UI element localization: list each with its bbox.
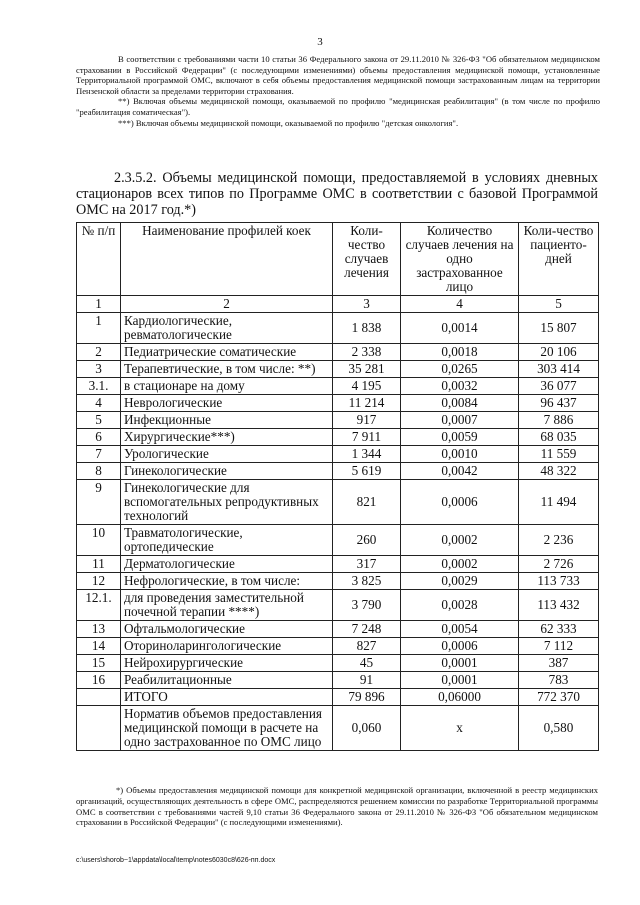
row-cases-per-person: 0,0029 [401, 573, 519, 590]
row-cases-per-person: 0,0042 [401, 463, 519, 480]
footnote-triple-star: ***) Включая объемы медицинской помощи, оказываемой по профилю "детская онкология". [118, 117, 459, 128]
row-patient-days: 783 [519, 672, 599, 689]
row-patient-days: 11 559 [519, 446, 599, 463]
row-cases: 1 838 [333, 313, 401, 344]
footnote-double-star: **) Включая объемы медицинской помощи, оказываемой по профилю "медицинская реабилитация" (в том числе по профилю "реабилитация соматическая"). [76, 96, 600, 117]
row-cases-per-person: 0,0018 [401, 344, 519, 361]
table-row [77, 412, 599, 429]
section-heading-block [76, 170, 598, 219]
table-row [77, 638, 599, 655]
row-patient-days: 7 112 [519, 638, 599, 655]
table-row [77, 655, 599, 672]
row-number: 9 [77, 480, 121, 525]
row-number: 11 [77, 556, 121, 573]
row-cases: 260 [333, 525, 401, 556]
row-number: 12.1. [77, 590, 121, 621]
row-patient-days: 62 333 [519, 621, 599, 638]
row-number: 2 [77, 344, 121, 361]
row-patient-days: 113 733 [519, 573, 599, 590]
header-patient-days: Коли-чество пациенто-дней [519, 223, 599, 296]
column-number: 1 [77, 296, 121, 313]
row-profile-name: Инфекционные [121, 412, 333, 429]
row-profile-name: Нейрохирургические [121, 655, 333, 672]
row-profile-name: Неврологические [121, 395, 333, 412]
row-cases: 4 195 [333, 378, 401, 395]
row-cases-per-person: 0,0007 [401, 412, 519, 429]
row-patient-days: 15 807 [519, 313, 599, 344]
row-patient-days: 68 035 [519, 429, 599, 446]
row-cases-per-person: 0,0006 [401, 638, 519, 655]
row-number: 13 [77, 621, 121, 638]
table-row [77, 361, 599, 378]
row-cases: 317 [333, 556, 401, 573]
row-cases-per-person: 0,0002 [401, 556, 519, 573]
row-cases: 11 214 [333, 395, 401, 412]
row-cases: 821 [333, 480, 401, 525]
table-row [77, 480, 599, 525]
row-cases: 7 248 [333, 621, 401, 638]
row-number: 3 [77, 361, 121, 378]
header-profile-name: Наименование профилей коек [121, 223, 333, 296]
row-profile-name: Хирургические***) [121, 429, 333, 446]
row-cases: 7 911 [333, 429, 401, 446]
row-cases: 91 [333, 672, 401, 689]
row-profile-name: Педиатрические соматические [121, 344, 333, 361]
row-cases-per-person: х [401, 706, 519, 751]
column-number-row [77, 296, 599, 313]
row-cases-per-person: 0,0265 [401, 361, 519, 378]
row-cases-per-person: 0,0032 [401, 378, 519, 395]
table-row [77, 689, 599, 706]
row-number: 4 [77, 395, 121, 412]
header-cases: Коли-чество случаев лечения [333, 223, 401, 296]
file-path: c:\users\shorob~1\appdata\local\temp\notes6030c8\626-пп.docx [76, 857, 276, 864]
row-patient-days: 48 322 [519, 463, 599, 480]
row-number: 7 [77, 446, 121, 463]
row-cases: 917 [333, 412, 401, 429]
row-patient-days: 7 886 [519, 412, 599, 429]
table-row [77, 429, 599, 446]
row-number [77, 706, 121, 751]
row-number: 3.1. [77, 378, 121, 395]
row-patient-days: 772 370 [519, 689, 599, 706]
row-cases: 45 [333, 655, 401, 672]
table-row [77, 706, 599, 751]
row-patient-days: 387 [519, 655, 599, 672]
row-profile-name: Кардиологические, ревматологические [121, 313, 333, 344]
row-number: 5 [77, 412, 121, 429]
column-number: 3 [333, 296, 401, 313]
row-cases: 827 [333, 638, 401, 655]
row-patient-days: 2 726 [519, 556, 599, 573]
page-number: 3 [317, 36, 323, 48]
row-profile-name: ИТОГО [121, 689, 333, 706]
row-patient-days: 11 494 [519, 480, 599, 525]
table-row [77, 556, 599, 573]
column-number: 4 [401, 296, 519, 313]
row-cases: 0,060 [333, 706, 401, 751]
table-row [77, 590, 599, 621]
footnote-main: В соответствии с требованиями части 10 статьи 36 Федерального закона от 29.11.2010 № 326-ФЗ "Об обязательном медицинском страховании в Российской Федерации" (с последующими изменениями) объемы предоставления медицинской помощи, установленные Территориальной программой ОМС, включают в себя объемы предоставления медицинской помощи застрахованным лицам на территории Пензенской области за пределами территории страхования. [76, 54, 600, 96]
row-patient-days: 303 414 [519, 361, 599, 378]
row-number: 15 [77, 655, 121, 672]
row-cases: 3 790 [333, 590, 401, 621]
row-profile-name: Терапевтические, в том числе: **) [121, 361, 333, 378]
table-row [77, 621, 599, 638]
row-cases: 35 281 [333, 361, 401, 378]
row-patient-days: 2 236 [519, 525, 599, 556]
row-number: 1 [77, 313, 121, 344]
table-row [77, 573, 599, 590]
row-profile-name: Норматив объемов предоставления медицинской помощи в расчете на одно застрахованное по ОМС лицо [121, 706, 333, 751]
row-cases-per-person: 0,0028 [401, 590, 519, 621]
row-cases-per-person: 0,0014 [401, 313, 519, 344]
row-cases: 2 338 [333, 344, 401, 361]
row-cases: 3 825 [333, 573, 401, 590]
row-cases-per-person: 0,0054 [401, 621, 519, 638]
row-profile-name: Оториноларингологические [121, 638, 333, 655]
row-number: 8 [77, 463, 121, 480]
row-profile-name: Нефрологические, в том числе: [121, 573, 333, 590]
row-patient-days: 96 437 [519, 395, 599, 412]
table-row [77, 378, 599, 395]
row-patient-days: 20 106 [519, 344, 599, 361]
table-row [77, 525, 599, 556]
row-profile-name: Травматологические, ортопедические [121, 525, 333, 556]
row-cases-per-person: 0,0001 [401, 655, 519, 672]
row-cases-per-person: 0,06000 [401, 689, 519, 706]
row-number: 10 [77, 525, 121, 556]
row-cases-per-person: 0,0001 [401, 672, 519, 689]
row-profile-name: для проведения заместительной почечной терапии ****) [121, 590, 333, 621]
row-number: 6 [77, 429, 121, 446]
row-cases-per-person: 0,0084 [401, 395, 519, 412]
footnote-bottom: *) Объемы предоставления медицинской помощи для конкретной медицинской организации, включенной в реестр медицинских организаций, осуществляющих деятельность в сфере ОМС, распределяются решением комиссии по разработке Территориальной программы ОМС в соответствии с требованиями частей 9,10 статьи 36 Федерального закона от 29.11.2010 № 326-ФЗ "Об обязательном медицинском страховании в Российской Федерации" (с последующими изменениями). [76, 785, 598, 828]
table-row [77, 395, 599, 412]
table-row [77, 672, 599, 689]
row-patient-days: 0,580 [519, 706, 599, 751]
footnotes-top [76, 54, 600, 128]
row-profile-name: Гинекологические для вспомогательных репродуктивных технологий [121, 480, 333, 525]
row-profile-name: в стационаре на дому [121, 378, 333, 395]
row-cases: 5 619 [333, 463, 401, 480]
row-number: 16 [77, 672, 121, 689]
volumes-table [76, 222, 599, 751]
table-row [77, 313, 599, 344]
header-cases-per-person: Количество случаев лечения на одно застрахованное лицо [401, 223, 519, 296]
column-number: 2 [121, 296, 333, 313]
row-profile-name: Дерматологические [121, 556, 333, 573]
table-row [77, 344, 599, 361]
section-heading: 2.3.5.2. Объемы медицинской помощи, предоставляемой в условиях дневных стационаров всех типов по Программе ОМС в соответствии с базовой Программой ОМС на 2017 год.*) [76, 170, 598, 219]
row-patient-days: 36 077 [519, 378, 599, 395]
column-number: 5 [519, 296, 599, 313]
row-number: 14 [77, 638, 121, 655]
row-number [77, 689, 121, 706]
row-cases: 1 344 [333, 446, 401, 463]
row-profile-name: Гинекологические [121, 463, 333, 480]
row-profile-name: Реабилитационные [121, 672, 333, 689]
row-number: 12 [77, 573, 121, 590]
header-number: № п/п [77, 223, 121, 296]
row-cases-per-person: 0,0006 [401, 480, 519, 525]
row-cases-per-person: 0,0010 [401, 446, 519, 463]
table-header-row [77, 223, 599, 296]
footnote-bottom-block [76, 785, 598, 828]
table-row [77, 446, 599, 463]
row-cases-per-person: 0,0059 [401, 429, 519, 446]
table-row [77, 463, 599, 480]
row-patient-days: 113 432 [519, 590, 599, 621]
row-profile-name: Офтальмологические [121, 621, 333, 638]
row-cases-per-person: 0,0002 [401, 525, 519, 556]
row-profile-name: Урологические [121, 446, 333, 463]
row-cases: 79 896 [333, 689, 401, 706]
